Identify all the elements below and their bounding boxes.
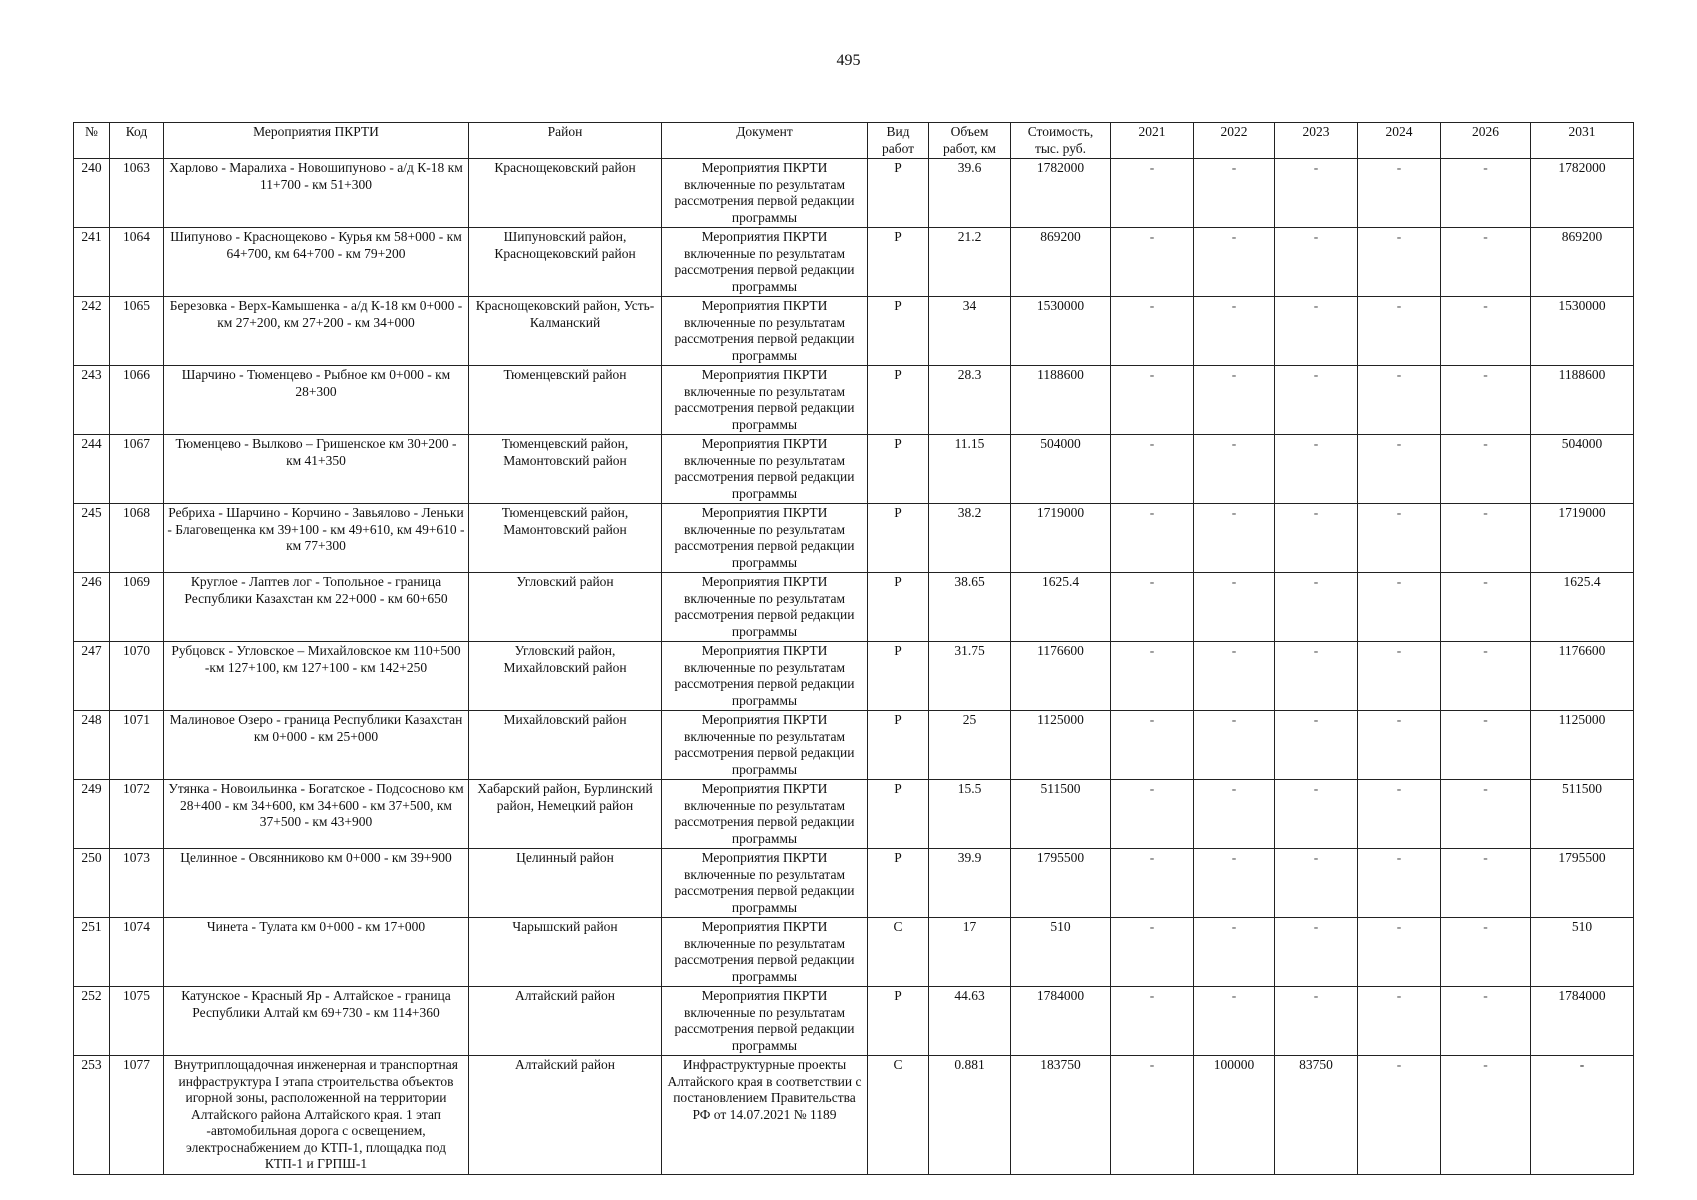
cell-2023: - <box>1275 297 1358 366</box>
cell-code: 1074 <box>110 918 164 987</box>
cell-2021: - <box>1111 918 1194 987</box>
cell-2022: - <box>1194 987 1275 1056</box>
cell-code: 1073 <box>110 849 164 918</box>
cell-code: 1069 <box>110 573 164 642</box>
cell-code: 1066 <box>110 366 164 435</box>
cell-district: Шипуновский район, Краснощековский район <box>469 228 662 297</box>
table-row <box>74 849 1634 918</box>
cell-work-type: Р <box>868 504 929 573</box>
header-year-2031: 2031 <box>1531 123 1634 159</box>
cell-2026: - <box>1441 297 1531 366</box>
cell-2026: - <box>1441 366 1531 435</box>
cell-2026: - <box>1441 159 1531 228</box>
cell-cost: 1795500 <box>1011 849 1111 918</box>
cell-2023: - <box>1275 642 1358 711</box>
table-row <box>74 504 1634 573</box>
cell-2023: - <box>1275 711 1358 780</box>
cell-code: 1077 <box>110 1056 164 1175</box>
cell-district: Хабарский район, Бурлинский район, Немецкий район <box>469 780 662 849</box>
cell-volume: 0.881 <box>929 1056 1011 1175</box>
cell-district: Угловский район, Михайловский район <box>469 642 662 711</box>
cell-work-type: С <box>868 918 929 987</box>
cell-2026: - <box>1441 711 1531 780</box>
cell-document: Мероприятия ПКРТИ включенные по результатам рассмотрения первой редакции программы <box>662 780 868 849</box>
cell-district: Краснощековский район <box>469 159 662 228</box>
cell-cost: 511500 <box>1011 780 1111 849</box>
cell-number: 250 <box>74 849 110 918</box>
cell-code: 1068 <box>110 504 164 573</box>
cell-2022: - <box>1194 159 1275 228</box>
cell-work-type: Р <box>868 366 929 435</box>
cell-2031: 1719000 <box>1531 504 1634 573</box>
cell-2024: - <box>1358 642 1441 711</box>
cell-volume: 15.5 <box>929 780 1011 849</box>
cell-number: 251 <box>74 918 110 987</box>
cell-measure: Харлово - Маралиха - Новошипуново - а/д К-18 км 11+700 - км 51+300 <box>164 159 469 228</box>
cell-number: 242 <box>74 297 110 366</box>
cell-cost: 504000 <box>1011 435 1111 504</box>
cell-2026: - <box>1441 435 1531 504</box>
cell-cost: 510 <box>1011 918 1111 987</box>
cell-district: Алтайский район <box>469 987 662 1056</box>
cell-work-type: Р <box>868 849 929 918</box>
header-year-2023: 2023 <box>1275 123 1358 159</box>
cell-2022: - <box>1194 780 1275 849</box>
cell-2023: - <box>1275 366 1358 435</box>
cell-2021: - <box>1111 711 1194 780</box>
cell-code: 1065 <box>110 297 164 366</box>
cell-work-type: Р <box>868 642 929 711</box>
table-row <box>74 987 1634 1056</box>
cell-2031: 1176600 <box>1531 642 1634 711</box>
cell-district: Тюменцевский район <box>469 366 662 435</box>
cell-measure: Круглое - Лаптев лог - Топольное - граница Республики Казахстан км 22+000 - км 60+650 <box>164 573 469 642</box>
cell-2031: - <box>1531 1056 1634 1175</box>
cell-cost: 183750 <box>1011 1056 1111 1175</box>
cell-code: 1070 <box>110 642 164 711</box>
cell-2022: - <box>1194 504 1275 573</box>
table-row <box>74 435 1634 504</box>
cell-2021: - <box>1111 228 1194 297</box>
cell-number: 245 <box>74 504 110 573</box>
header-code: Код <box>110 123 164 159</box>
cell-document: Мероприятия ПКРТИ включенные по результатам рассмотрения первой редакции программы <box>662 435 868 504</box>
cell-number: 243 <box>74 366 110 435</box>
cell-2024: - <box>1358 435 1441 504</box>
cell-work-type: Р <box>868 159 929 228</box>
cell-code: 1071 <box>110 711 164 780</box>
cell-2022: - <box>1194 435 1275 504</box>
cell-measure: Тюменцево - Вылково – Гришенское км 30+200 - км 41+350 <box>164 435 469 504</box>
cell-district: Целинный район <box>469 849 662 918</box>
cell-document: Мероприятия ПКРТИ включенные по результатам рассмотрения первой редакции программы <box>662 642 868 711</box>
cell-document: Инфраструктурные проекты Алтайского края в соответствии с постановлением Правительства РФ от 14.07.2021 № 1189 <box>662 1056 868 1175</box>
table-row <box>74 573 1634 642</box>
table-row <box>74 366 1634 435</box>
cell-2023: - <box>1275 987 1358 1056</box>
cell-2024: - <box>1358 780 1441 849</box>
cell-2024: - <box>1358 849 1441 918</box>
cell-number: 244 <box>74 435 110 504</box>
cell-2022: - <box>1194 849 1275 918</box>
cell-2022: - <box>1194 573 1275 642</box>
cell-document: Мероприятия ПКРТИ включенные по результатам рассмотрения первой редакции программы <box>662 918 868 987</box>
header-year-2024: 2024 <box>1358 123 1441 159</box>
table-row <box>74 711 1634 780</box>
cell-2024: - <box>1358 1056 1441 1175</box>
cell-work-type: Р <box>868 435 929 504</box>
cell-number: 249 <box>74 780 110 849</box>
cell-cost: 1719000 <box>1011 504 1111 573</box>
cell-volume: 11.15 <box>929 435 1011 504</box>
cell-measure: Чинета - Тулата км 0+000 - км 17+000 <box>164 918 469 987</box>
cell-number: 253 <box>74 1056 110 1175</box>
cell-measure: Малиновое Озеро - граница Республики Казахстан км 0+000 - км 25+000 <box>164 711 469 780</box>
cell-document: Мероприятия ПКРТИ включенные по результатам рассмотрения первой редакции программы <box>662 228 868 297</box>
header-year-2022: 2022 <box>1194 123 1275 159</box>
cell-number: 246 <box>74 573 110 642</box>
cell-2024: - <box>1358 918 1441 987</box>
cell-2031: 1188600 <box>1531 366 1634 435</box>
cell-2031: 1782000 <box>1531 159 1634 228</box>
cell-volume: 38.2 <box>929 504 1011 573</box>
cell-district: Чарышский район <box>469 918 662 987</box>
cell-measure: Шарчино - Тюменцево - Рыбное км 0+000 - км 28+300 <box>164 366 469 435</box>
cell-2021: - <box>1111 435 1194 504</box>
cell-volume: 17 <box>929 918 1011 987</box>
cell-measure: Ребриха - Шарчино - Корчино - Завьялово - Леньки - Благовещенка км 39+100 - км 49+610, км 49+610 - км 77+300 <box>164 504 469 573</box>
cell-work-type: Р <box>868 573 929 642</box>
cell-cost: 1784000 <box>1011 987 1111 1056</box>
cell-number: 252 <box>74 987 110 1056</box>
cell-district: Алтайский район <box>469 1056 662 1175</box>
cell-work-type: Р <box>868 987 929 1056</box>
header-district: Район <box>469 123 662 159</box>
table-row <box>74 228 1634 297</box>
table-row <box>74 297 1634 366</box>
cell-code: 1064 <box>110 228 164 297</box>
cell-cost: 1782000 <box>1011 159 1111 228</box>
cell-2026: - <box>1441 573 1531 642</box>
cell-2026: - <box>1441 849 1531 918</box>
cell-2021: - <box>1111 849 1194 918</box>
header-work-type: Вид работ <box>868 123 929 159</box>
table-row <box>74 918 1634 987</box>
cell-document: Мероприятия ПКРТИ включенные по результатам рассмотрения первой редакции программы <box>662 159 868 228</box>
cell-2021: - <box>1111 159 1194 228</box>
cell-code: 1067 <box>110 435 164 504</box>
cell-work-type: Р <box>868 297 929 366</box>
cell-work-type: С <box>868 1056 929 1175</box>
cell-2026: - <box>1441 780 1531 849</box>
cell-2031: 511500 <box>1531 780 1634 849</box>
cell-code: 1075 <box>110 987 164 1056</box>
cell-work-type: Р <box>868 780 929 849</box>
header-volume: Объем работ, км <box>929 123 1011 159</box>
cell-2023: - <box>1275 228 1358 297</box>
cell-measure: Катунское - Красный Яр - Алтайское - граница Республики Алтай км 69+730 - км 114+360 <box>164 987 469 1056</box>
cell-2021: - <box>1111 987 1194 1056</box>
cell-2022: 100000 <box>1194 1056 1275 1175</box>
table-row <box>74 780 1634 849</box>
cell-2023: - <box>1275 159 1358 228</box>
cell-2031: 1125000 <box>1531 711 1634 780</box>
cell-number: 248 <box>74 711 110 780</box>
cell-document: Мероприятия ПКРТИ включенные по результатам рассмотрения первой редакции программы <box>662 573 868 642</box>
cell-2022: - <box>1194 642 1275 711</box>
table-header-row <box>74 123 1634 159</box>
cell-2021: - <box>1111 642 1194 711</box>
cell-document: Мероприятия ПКРТИ включенные по результатам рассмотрения первой редакции программы <box>662 366 868 435</box>
header-measures: Мероприятия ПКРТИ <box>164 123 469 159</box>
cell-district: Краснощековский район, Усть-Калманский <box>469 297 662 366</box>
cell-document: Мероприятия ПКРТИ включенные по результатам рассмотрения первой редакции программы <box>662 711 868 780</box>
cell-2026: - <box>1441 504 1531 573</box>
cell-2022: - <box>1194 366 1275 435</box>
cell-cost: 1125000 <box>1011 711 1111 780</box>
cell-2024: - <box>1358 711 1441 780</box>
cell-cost: 1530000 <box>1011 297 1111 366</box>
cell-number: 241 <box>74 228 110 297</box>
cell-2023: - <box>1275 849 1358 918</box>
cell-number: 247 <box>74 642 110 711</box>
cell-2024: - <box>1358 504 1441 573</box>
cell-measure: Рубцовск - Угловское – Михайловское км 110+500 -км 127+100, км 127+100 - км 142+250 <box>164 642 469 711</box>
cell-measure: Березовка - Верх-Камышенка - а/д К-18 км 0+000 - км 27+200, км 27+200 - км 34+000 <box>164 297 469 366</box>
cell-code: 1072 <box>110 780 164 849</box>
cell-volume: 39.6 <box>929 159 1011 228</box>
cell-measure: Целинное - Овсянниково км 0+000 - км 39+900 <box>164 849 469 918</box>
cell-2024: - <box>1358 297 1441 366</box>
cell-2023: - <box>1275 504 1358 573</box>
cell-volume: 21.2 <box>929 228 1011 297</box>
header-number: № <box>74 123 110 159</box>
table-row <box>74 642 1634 711</box>
cell-district: Угловский район <box>469 573 662 642</box>
table-row <box>74 159 1634 228</box>
cell-2021: - <box>1111 504 1194 573</box>
cell-measure: Внутриплощадочная инженерная и транспортная инфраструктура I этапа строительства объектов игорной зоны, расположенной на территории Алтайского района Алтайского края. 1 этап -автомобильная дорога с освещением, электроснабжением до КТП-1, площадка под КТП-1 и ГРПШ-1 <box>164 1056 469 1175</box>
cell-cost: 1188600 <box>1011 366 1111 435</box>
cell-2024: - <box>1358 366 1441 435</box>
cell-2031: 510 <box>1531 918 1634 987</box>
table-row <box>74 1056 1634 1175</box>
page-number: 495 <box>836 52 861 69</box>
cell-volume: 44.63 <box>929 987 1011 1056</box>
cell-cost: 869200 <box>1011 228 1111 297</box>
cell-district: Тюменцевский район, Мамонтовский район <box>469 504 662 573</box>
cell-2024: - <box>1358 573 1441 642</box>
cell-2021: - <box>1111 1056 1194 1175</box>
cell-document: Мероприятия ПКРТИ включенные по результатам рассмотрения первой редакции программы <box>662 297 868 366</box>
header-year-2021: 2021 <box>1111 123 1194 159</box>
cell-2026: - <box>1441 987 1531 1056</box>
cell-document: Мероприятия ПКРТИ включенные по результатам рассмотрения первой редакции программы <box>662 849 868 918</box>
cell-2023: - <box>1275 573 1358 642</box>
cell-2026: - <box>1441 1056 1531 1175</box>
cell-2022: - <box>1194 228 1275 297</box>
cell-code: 1063 <box>110 159 164 228</box>
cell-2021: - <box>1111 297 1194 366</box>
table-body <box>74 159 1634 1175</box>
cell-measure: Шипуново - Краснощеково - Курья км 58+000 - км 64+700, км 64+700 - км 79+200 <box>164 228 469 297</box>
cell-2024: - <box>1358 159 1441 228</box>
cell-2026: - <box>1441 918 1531 987</box>
cell-cost: 1176600 <box>1011 642 1111 711</box>
cell-volume: 28.3 <box>929 366 1011 435</box>
cell-2031: 869200 <box>1531 228 1634 297</box>
cell-2024: - <box>1358 228 1441 297</box>
cell-2031: 1530000 <box>1531 297 1634 366</box>
cell-2023: - <box>1275 780 1358 849</box>
cell-volume: 38.65 <box>929 573 1011 642</box>
cell-volume: 25 <box>929 711 1011 780</box>
header-document: Документ <box>662 123 868 159</box>
cell-number: 240 <box>74 159 110 228</box>
cell-document: Мероприятия ПКРТИ включенные по результатам рассмотрения первой редакции программы <box>662 504 868 573</box>
cell-2021: - <box>1111 780 1194 849</box>
cell-2022: - <box>1194 297 1275 366</box>
cell-2031: 1784000 <box>1531 987 1634 1056</box>
cell-2023: - <box>1275 918 1358 987</box>
cell-district: Тюменцевский район, Мамонтовский район <box>469 435 662 504</box>
programme-table <box>73 122 1634 1175</box>
cell-volume: 39.9 <box>929 849 1011 918</box>
cell-district: Михайловский район <box>469 711 662 780</box>
cell-work-type: Р <box>868 711 929 780</box>
cell-2026: - <box>1441 228 1531 297</box>
cell-2023: - <box>1275 435 1358 504</box>
cell-volume: 34 <box>929 297 1011 366</box>
cell-document: Мероприятия ПКРТИ включенные по результатам рассмотрения первой редакции программы <box>662 987 868 1056</box>
cell-cost: 1625.4 <box>1011 573 1111 642</box>
cell-work-type: Р <box>868 228 929 297</box>
cell-measure: Утянка - Новоильинка - Богатское - Подсосново км 28+400 - км 34+600, км 34+600 - км 37+500, км 37+500 - км 43+900 <box>164 780 469 849</box>
header-year-2026: 2026 <box>1441 123 1531 159</box>
cell-2026: - <box>1441 642 1531 711</box>
cell-2021: - <box>1111 366 1194 435</box>
cell-2024: - <box>1358 987 1441 1056</box>
cell-volume: 31.75 <box>929 642 1011 711</box>
cell-2022: - <box>1194 711 1275 780</box>
header-cost: Стоимость, тыс. руб. <box>1011 123 1111 159</box>
cell-2031: 1625.4 <box>1531 573 1634 642</box>
cell-2022: - <box>1194 918 1275 987</box>
cell-2031: 1795500 <box>1531 849 1634 918</box>
cell-2023: 83750 <box>1275 1056 1358 1175</box>
cell-2031: 504000 <box>1531 435 1634 504</box>
cell-2021: - <box>1111 573 1194 642</box>
